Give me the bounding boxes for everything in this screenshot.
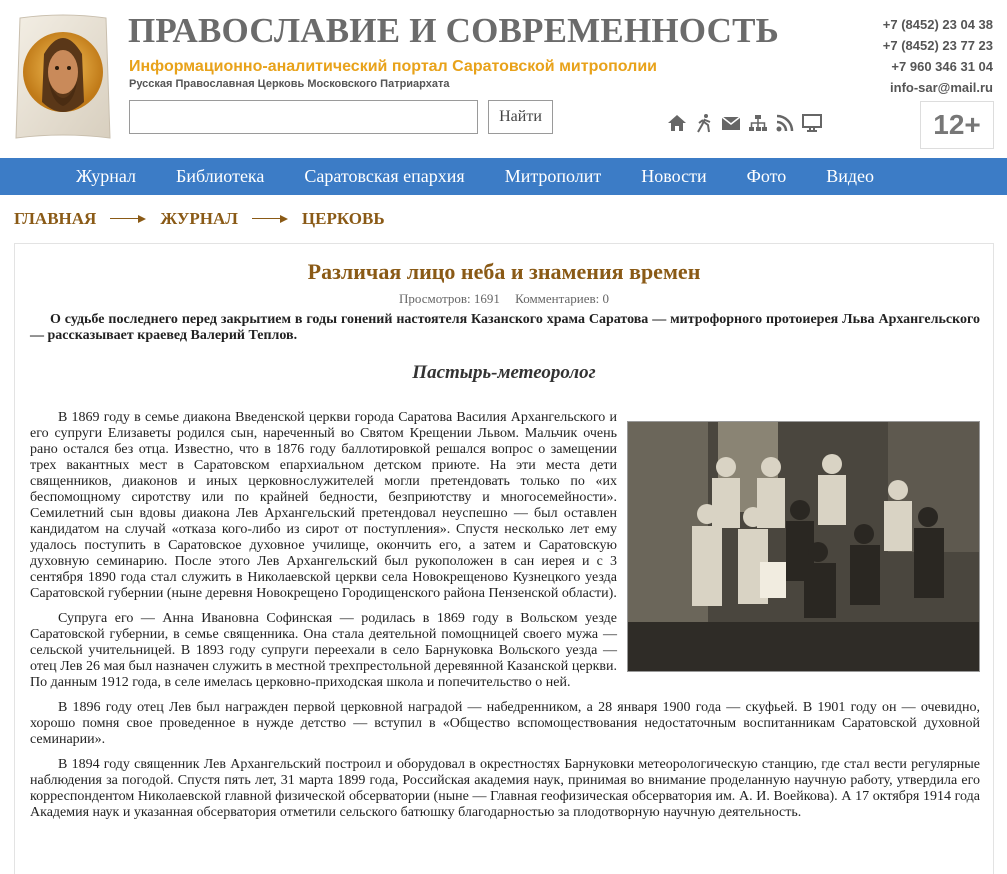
search-button[interactable]: Найти	[488, 100, 553, 134]
comments-count[interactable]: Комментариев: 0	[515, 291, 609, 306]
article-title: Различая лицо неба и знамения времен	[307, 259, 701, 284]
site-church-line: Русская Православная Церковь Московского Патриархата	[129, 78, 450, 90]
monitor-icon[interactable]	[801, 112, 823, 134]
site-header	[0, 0, 1007, 158]
email-link[interactable]: info-sar@mail.ru	[890, 80, 993, 95]
phone-1: +7 (8452) 23 04 38	[882, 17, 993, 32]
walker-icon[interactable]	[693, 112, 715, 134]
nav-item-news[interactable]: Новости	[641, 166, 707, 186]
nav-item-photo[interactable]: Фото	[746, 166, 787, 186]
views-count: Просмотров: 1691	[399, 291, 500, 306]
breadcrumb-church[interactable]: ЦЕРКОВЬ	[301, 209, 385, 228]
paragraph: В 1894 году священник Лев Архангельский построил и оборудовал в окрестностях Барнуковки метеорологическую станцию, где стал вести регулярные наблюдения за погодой. Спустя пять лет, 31 марта 1899 года, Российская академия наук, принимая во внимание проделанную научную работу, утвердила его корреспондентом Николаевской главной физической обсерватории (ныне — Главная геофизическая обсерватория им. А. И. Воейкова). А 17 октября 1914 года Академия наук и указанная обсерватория отметили сельского батюшку благодарностью за плодотворную научную деятельность.	[30, 757, 980, 820]
breadcrumb-arrow-icon	[110, 214, 146, 224]
nav-item-video[interactable]: Видео	[826, 166, 875, 186]
sitemap-icon[interactable]	[747, 112, 769, 134]
section-heading: Пастырь-метеоролог	[412, 362, 596, 383]
article-body	[30, 410, 980, 830]
breadcrumb	[14, 209, 385, 229]
paragraph: Супруга его — Анна Ивановна Софинская — родилась в 1869 году в Вольском уезде Саратовской губернии, в семье священника. Она стала деятельной помощницей своего мужа — сельской учительницей. В 1893 году супруги переехали в село Барнуковка Вольского уезда — отец Лев 26 мая был назначен служить в местной трехпрестольной деревянной Казанской церкви. По данным 1912 года, в селе имелась церковно-приходская школа и попечительство о ней.	[30, 611, 617, 690]
site-logo[interactable]	[14, 14, 112, 142]
breadcrumb-arrow-icon	[252, 214, 288, 224]
search-input[interactable]	[129, 100, 478, 134]
paragraph: В 1896 году отец Лев был награжден первой церковной наградой — набедренником, а 28 января 1900 года — скуфьей. В 1901 году он — очевидно, хорошо помня свое проведенное в нужде детство — вступил в «Общество вспомоществования недостаточным воспитанникам Саратовской духовной семинарии».	[30, 700, 980, 747]
main-nav	[0, 158, 1007, 195]
nav-item-library[interactable]: Библиотека	[176, 166, 265, 186]
nav-item-eparchy[interactable]: Саратовская епархия	[304, 166, 465, 186]
phone-3: +7 960 346 31 04	[891, 59, 993, 74]
site-subtitle: Информационно-аналитический портал Саратовской митрополии	[129, 58, 657, 75]
phone-2: +7 (8452) 23 77 23	[882, 38, 993, 53]
breadcrumb-home[interactable]: ГЛАВНАЯ	[14, 209, 97, 228]
mail-icon[interactable]	[720, 112, 742, 134]
article	[14, 243, 994, 874]
article-lead: О судьбе последнего перед закрытием в годы гонений настоятеля Казанского храма Саратова — митрофорного протоиерея Льва Архангельского — рассказывает краевед Валерий Теплов.	[30, 312, 980, 343]
header-icons	[666, 112, 823, 134]
nav-item-journal[interactable]: Журнал	[76, 166, 137, 186]
contacts	[883, 14, 993, 98]
paragraph: В 1869 году в семье диакона Введенской церкви города Саратова Василия Архангельского и его супруги Елизаветы родился сын, нареченный во Святом Крещении Львом. Мальчик очень рано остался без отца. Известно, что в 1876 году баллотировкой решался вопрос о замещении трех вакантных мест в Саратовском епархиальном детском приюте. На эти места дети священников, диаконов и иных церковнослужителей могли претендовать только по «их беспомощному сиротству или по крайней бедности, безприютству и многосемейности». Семилетний сын вдовы диакона Лев Архангельский претендовал неуспешно — был оставлен кандидатом на случай «отказа кого-либо из сирот от поступления». Спустя несколько лет ему удалось поступить в Саратовское духовное училище, окончить его, а затем и Саратовскую духовную семинарию. После этого Лев Архангельский был рукоположен в сан иерея и с 3 сентября 1890 года стал служить в Николаевской церкви села Новокрещеново Кузнецкого уезда Саратовской губернии (ныне деревня Новокрещено Городищенского района Пензенской области).	[30, 410, 617, 601]
age-rating-badge: 12+	[920, 101, 994, 149]
rss-icon[interactable]	[774, 112, 796, 134]
site-title[interactable]: ПРАВОСЛАВИЕ И СОВРЕМЕННОСТЬ	[128, 11, 780, 50]
breadcrumb-journal[interactable]: ЖУРНАЛ	[160, 209, 238, 228]
article-meta	[15, 291, 993, 307]
home-icon[interactable]	[666, 112, 688, 134]
nav-item-metropolitan[interactable]: Митрополит	[504, 166, 602, 186]
article-photo[interactable]	[627, 421, 980, 672]
